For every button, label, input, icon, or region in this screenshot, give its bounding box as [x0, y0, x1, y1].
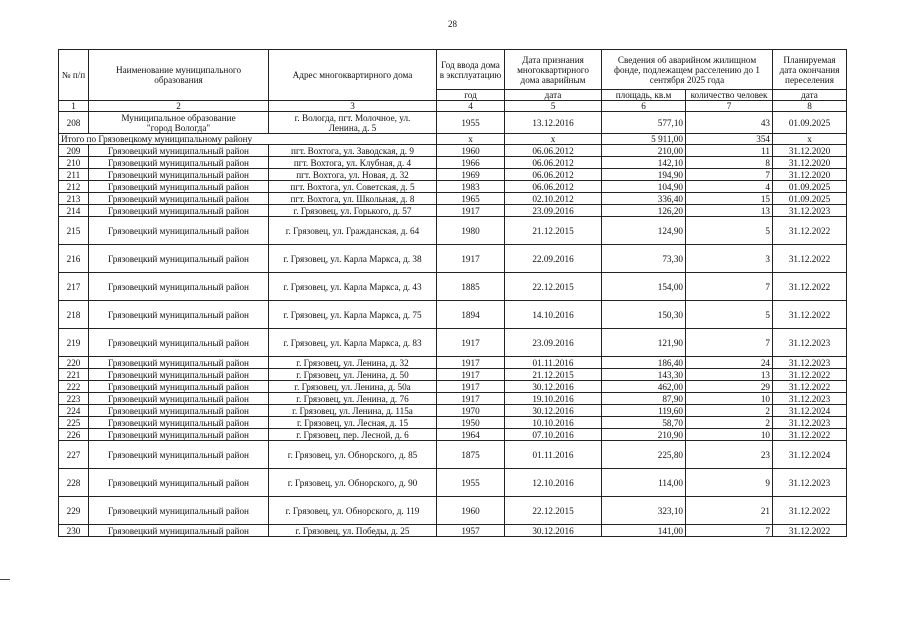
row-planned: 31.12.2023 — [773, 393, 847, 405]
row-year: 1917 — [437, 381, 505, 393]
total-row — [59, 134, 847, 145]
row-date: 10.10.2016 — [505, 417, 602, 429]
row-planned: 31.12.2020 — [773, 169, 847, 181]
row-people: 2 — [686, 417, 773, 429]
row-area: 186,40 — [602, 357, 686, 369]
row-year: 1917 — [437, 329, 505, 357]
column-number: 3 — [269, 101, 437, 112]
row-area: 150,30 — [602, 301, 686, 329]
row-year: 1875 — [437, 441, 505, 469]
row-people: 5 — [686, 217, 773, 245]
row-date: 02.10.2012 — [505, 193, 602, 205]
row-year: 1917 — [437, 369, 505, 381]
column-number: 6 — [602, 101, 686, 112]
row-people: 2 — [686, 405, 773, 417]
table-row — [59, 417, 847, 429]
subheader-people: количество человек — [686, 90, 773, 101]
row-planned: 31.12.2023 — [773, 205, 847, 217]
row-area: 336,40 — [602, 193, 686, 205]
table-row — [59, 181, 847, 193]
row-area: 121,90 — [602, 329, 686, 357]
header-address: Адрес многоквартирного дома — [269, 50, 437, 101]
row-address: г. Грязовец, ул. Победы, д. 25 — [269, 525, 437, 537]
row-municipality: Грязовецкий муниципальный район — [89, 525, 269, 537]
row-address: г. Грязовец, ул. Карла Маркса, д. 43 — [269, 273, 437, 301]
column-number: 4 — [437, 101, 505, 112]
row-address: г. Грязовец, ул. Карла Маркса, д. 75 — [269, 301, 437, 329]
row-planned: 31.12.2020 — [773, 145, 847, 157]
table-row — [59, 357, 847, 369]
row-year: 1894 — [437, 301, 505, 329]
row-people: 11 — [686, 145, 773, 157]
row-date: 21.12.2015 — [505, 369, 602, 381]
table-row — [59, 169, 847, 181]
row-municipality — [89, 112, 269, 134]
row-people: 29 — [686, 381, 773, 393]
row-planned: 31.12.2024 — [773, 405, 847, 417]
row-people: 10 — [686, 393, 773, 405]
table-row — [59, 429, 847, 441]
row-address: г. Грязовец, ул. Карла Маркса, д. 83 — [269, 329, 437, 357]
row-planned: 31.12.2022 — [773, 429, 847, 441]
row-date: 22.12.2015 — [505, 273, 602, 301]
row-municipality: Грязовецкий муниципальный район — [89, 181, 269, 193]
row-planned: 31.12.2022 — [773, 381, 847, 393]
row-date: 07.10.2016 — [505, 429, 602, 441]
row-year: 1917 — [437, 245, 505, 273]
row-date: 23.09.2016 — [505, 329, 602, 357]
row-planned: 01.09.2025 — [773, 112, 847, 134]
row-planned: 31.12.2023 — [773, 357, 847, 369]
row-planned: 31.12.2024 — [773, 441, 847, 469]
row-year: 1885 — [437, 273, 505, 301]
total-people: 354 — [686, 134, 773, 145]
row-address: г. Грязовец, ул. Ленина, д. 50а — [269, 381, 437, 393]
row-planned: 01.09.2025 — [773, 181, 847, 193]
row-planned: 31.12.2020 — [773, 157, 847, 169]
row-people: 13 — [686, 369, 773, 381]
row-area: 323,10 — [602, 497, 686, 525]
column-number: 2 — [89, 101, 269, 112]
row-planned: 31.12.2023 — [773, 469, 847, 497]
housing-register-table — [58, 49, 847, 537]
row-municipality: Грязовецкий муниципальный район — [89, 441, 269, 469]
subheader-year: год — [437, 90, 505, 101]
row-municipality: Грязовецкий муниципальный район — [89, 497, 269, 525]
row-people: 7 — [686, 273, 773, 301]
row-address: пгт. Вохтога, ул. Школьная, д. 8 — [269, 193, 437, 205]
subheader-date: дата — [505, 90, 602, 101]
row-planned: 31.12.2022 — [773, 301, 847, 329]
row-area: 143,30 — [602, 369, 686, 381]
address-line: г. Вологда, пгт. Молочное, ул. — [294, 112, 411, 123]
row-num: 227 — [59, 441, 89, 469]
row-date: 23.09.2016 — [505, 205, 602, 217]
page-number: 28 — [448, 19, 457, 29]
row-municipality: Грязовецкий муниципальный район — [89, 429, 269, 441]
row-year: 1950 — [437, 417, 505, 429]
row-year: 1955 — [437, 469, 505, 497]
row-municipality: Грязовецкий муниципальный район — [89, 369, 269, 381]
row-year: 1955 — [437, 112, 505, 134]
total-label: Итого по Грязовецкому муниципальному району — [59, 134, 437, 145]
row-date: 06.06.2012 — [505, 181, 602, 193]
table-row — [59, 441, 847, 469]
row-num: 228 — [59, 469, 89, 497]
table-row — [59, 393, 847, 405]
row-people: 4 — [686, 181, 773, 193]
row-num: 211 — [59, 169, 89, 181]
row-people: 7 — [686, 525, 773, 537]
row-address: пгт. Вохтога, ул. Советская, д. 5 — [269, 181, 437, 193]
subheader-area: площадь, кв.м — [602, 90, 686, 101]
row-date: 01.11.2016 — [505, 357, 602, 369]
row-date: 13.12.2016 — [505, 112, 602, 134]
row-num: 225 — [59, 417, 89, 429]
column-number: 8 — [773, 101, 847, 112]
row-year: 1980 — [437, 217, 505, 245]
row-num: 219 — [59, 329, 89, 357]
row-year: 1964 — [437, 429, 505, 441]
row-address: пгт. Вохтога, ул. Новая, д. 32 — [269, 169, 437, 181]
row-num: 215 — [59, 217, 89, 245]
row-area: 126,20 — [602, 205, 686, 217]
row-num: 222 — [59, 381, 89, 393]
row-date: 22.12.2015 — [505, 497, 602, 525]
row-people: 21 — [686, 497, 773, 525]
row-address: г. Грязовец, ул. Обнорского, д. 119 — [269, 497, 437, 525]
row-municipality: Грязовецкий муниципальный район — [89, 193, 269, 205]
row-municipality: Грязовецкий муниципальный район — [89, 217, 269, 245]
row-date: 14.10.2016 — [505, 301, 602, 329]
row-area: 119,60 — [602, 405, 686, 417]
municipality-line: Муниципальное образование — [121, 112, 236, 123]
row-people: 9 — [686, 469, 773, 497]
row-year: 1960 — [437, 145, 505, 157]
row-area: 194,90 — [602, 169, 686, 181]
row-people: 3 — [686, 245, 773, 273]
row-year: 1969 — [437, 169, 505, 181]
row-area: 58,70 — [602, 417, 686, 429]
row-date: 21.12.2015 — [505, 217, 602, 245]
row-date: 06.06.2012 — [505, 145, 602, 157]
row-people: 8 — [686, 157, 773, 169]
row-address: г. Грязовец, ул. Карла Маркса, д. 38 — [269, 245, 437, 273]
row-planned: 31.12.2022 — [773, 369, 847, 381]
table-row — [59, 217, 847, 245]
row-people: 10 — [686, 429, 773, 441]
table-row — [59, 301, 847, 329]
row-planned: 31.12.2022 — [773, 497, 847, 525]
row-municipality: Грязовецкий муниципальный район — [89, 157, 269, 169]
table-row — [59, 525, 847, 537]
table-row — [59, 112, 847, 134]
row-num: 221 — [59, 369, 89, 381]
row-municipality: Грязовецкий муниципальный район — [89, 381, 269, 393]
row-people: 7 — [686, 329, 773, 357]
row-num: 220 — [59, 357, 89, 369]
row-area: 577,10 — [602, 112, 686, 134]
row-num: 208 — [59, 112, 89, 134]
subheader-planned-date: дата — [773, 90, 847, 101]
row-num: 209 — [59, 145, 89, 157]
row-date: 30.12.2016 — [505, 405, 602, 417]
row-year: 1960 — [437, 497, 505, 525]
row-area: 154,00 — [602, 273, 686, 301]
header-planned: Планируемая дата окончания переселения — [773, 50, 847, 90]
row-address: г. Грязовец, ул. Ленина, д. 115а — [269, 405, 437, 417]
row-planned: 01.09.2025 — [773, 193, 847, 205]
row-municipality: Грязовецкий муниципальный район — [89, 273, 269, 301]
row-num: 213 — [59, 193, 89, 205]
row-num: 224 — [59, 405, 89, 417]
column-numbers-row — [59, 101, 847, 112]
row-municipality: Грязовецкий муниципальный район — [89, 469, 269, 497]
row-municipality: Грязовецкий муниципальный район — [89, 205, 269, 217]
row-year: 1970 — [437, 405, 505, 417]
row-num: 212 — [59, 181, 89, 193]
row-date: 06.06.2012 — [505, 157, 602, 169]
row-num: 230 — [59, 525, 89, 537]
row-people: 24 — [686, 357, 773, 369]
row-municipality: Грязовецкий муниципальный район — [89, 417, 269, 429]
row-address: г. Грязовец, ул. Ленина, д. 76 — [269, 393, 437, 405]
row-num: 217 — [59, 273, 89, 301]
header-info: Сведения об аварийном жилищном фонде, подлежащем расселению до 1 сентября 2025 года — [602, 50, 773, 90]
row-people: 43 — [686, 112, 773, 134]
total-planned: x — [773, 134, 847, 145]
table-row — [59, 497, 847, 525]
row-area: 104,90 — [602, 181, 686, 193]
address-line: Ленина, д. 5 — [328, 122, 377, 133]
row-num: 210 — [59, 157, 89, 169]
row-area: 210,90 — [602, 429, 686, 441]
row-year: 1957 — [437, 525, 505, 537]
row-address — [269, 112, 437, 134]
row-planned: 31.12.2022 — [773, 245, 847, 273]
total-year: x — [437, 134, 505, 145]
table-row — [59, 273, 847, 301]
row-num: 216 — [59, 245, 89, 273]
row-date: 22.09.2016 — [505, 245, 602, 273]
row-planned: 31.12.2022 — [773, 273, 847, 301]
total-date: x — [505, 134, 602, 145]
row-address: г. Грязовец, ул. Лесная, д. 15 — [269, 417, 437, 429]
header-year: Год ввода дома в эксплуатацию — [437, 50, 505, 90]
row-municipality: Грязовецкий муниципальный район — [89, 145, 269, 157]
header-row — [59, 50, 847, 90]
row-planned: 31.12.2022 — [773, 525, 847, 537]
table-row — [59, 405, 847, 417]
row-num: 218 — [59, 301, 89, 329]
row-address: г. Грязовец, ул. Гражданская, д. 64 — [269, 217, 437, 245]
row-planned: 31.12.2023 — [773, 417, 847, 429]
header-municipality: Наименование муниципального образования — [89, 50, 269, 101]
table-row — [59, 329, 847, 357]
row-area: 124,90 — [602, 217, 686, 245]
row-year: 1965 — [437, 193, 505, 205]
row-area: 462,00 — [602, 381, 686, 393]
table-row — [59, 193, 847, 205]
row-municipality: Грязовецкий муниципальный район — [89, 169, 269, 181]
row-num: 223 — [59, 393, 89, 405]
table-row — [59, 157, 847, 169]
row-year: 1917 — [437, 357, 505, 369]
row-area: 141,00 — [602, 525, 686, 537]
header-date-recognition: Дата признания многоквартирного дома аварийным — [505, 50, 602, 90]
row-num: 214 — [59, 205, 89, 217]
row-municipality: Грязовецкий муниципальный район — [89, 405, 269, 417]
row-year: 1966 — [437, 157, 505, 169]
row-date: 30.12.2016 — [505, 381, 602, 393]
row-municipality: Грязовецкий муниципальный район — [89, 357, 269, 369]
row-date: 19.10.2016 — [505, 393, 602, 405]
row-area: 87,90 — [602, 393, 686, 405]
row-people: 15 — [686, 193, 773, 205]
row-planned: 31.12.2023 — [773, 329, 847, 357]
row-year: 1917 — [437, 393, 505, 405]
table-row — [59, 381, 847, 393]
row-date: 30.12.2016 — [505, 525, 602, 537]
row-municipality: Грязовецкий муниципальный район — [89, 393, 269, 405]
row-address: г. Грязовец, ул. Ленина, д. 50 — [269, 369, 437, 381]
row-address: г. Грязовец, пер. Лесной, д. 6 — [269, 429, 437, 441]
table-row — [59, 245, 847, 273]
row-address: г. Грязовец, ул. Ленина, д. 32 — [269, 357, 437, 369]
row-area: 114,00 — [602, 469, 686, 497]
row-date: 01.11.2016 — [505, 441, 602, 469]
row-planned: 31.12.2022 — [773, 217, 847, 245]
row-area: 73,30 — [602, 245, 686, 273]
row-municipality: Грязовецкий муниципальный район — [89, 301, 269, 329]
table-row — [59, 145, 847, 157]
row-year: 1917 — [437, 205, 505, 217]
row-area: 225,80 — [602, 441, 686, 469]
column-number: 1 — [59, 101, 89, 112]
row-year: 1983 — [437, 181, 505, 193]
table-row — [59, 469, 847, 497]
margin-mark — [0, 579, 10, 580]
row-people: 23 — [686, 441, 773, 469]
row-people: 7 — [686, 169, 773, 181]
total-area: 5 911,00 — [602, 134, 686, 145]
row-area: 142,10 — [602, 157, 686, 169]
row-num: 229 — [59, 497, 89, 525]
row-date: 06.06.2012 — [505, 169, 602, 181]
row-address: пгт. Вохтога, ул. Клубная, д. 4 — [269, 157, 437, 169]
row-address: пгт. Вохтога, ул. Заводская, д. 9 — [269, 145, 437, 157]
row-address: г. Грязовец, ул. Обнорского, д. 85 — [269, 441, 437, 469]
column-number: 7 — [686, 101, 773, 112]
row-address: г. Грязовец, ул. Горького, д. 57 — [269, 205, 437, 217]
row-address: г. Грязовец, ул. Обнорского, д. 90 — [269, 469, 437, 497]
row-people: 5 — [686, 301, 773, 329]
row-municipality: Грязовецкий муниципальный район — [89, 245, 269, 273]
row-municipality: Грязовецкий муниципальный район — [89, 329, 269, 357]
row-num: 226 — [59, 429, 89, 441]
row-date: 12.10.2016 — [505, 469, 602, 497]
header-num: № п/п — [59, 50, 89, 101]
row-people: 13 — [686, 205, 773, 217]
table-row — [59, 369, 847, 381]
row-area: 210,00 — [602, 145, 686, 157]
municipality-line: "город Вологда" — [146, 122, 211, 133]
table-row — [59, 205, 847, 217]
column-number: 5 — [505, 101, 602, 112]
